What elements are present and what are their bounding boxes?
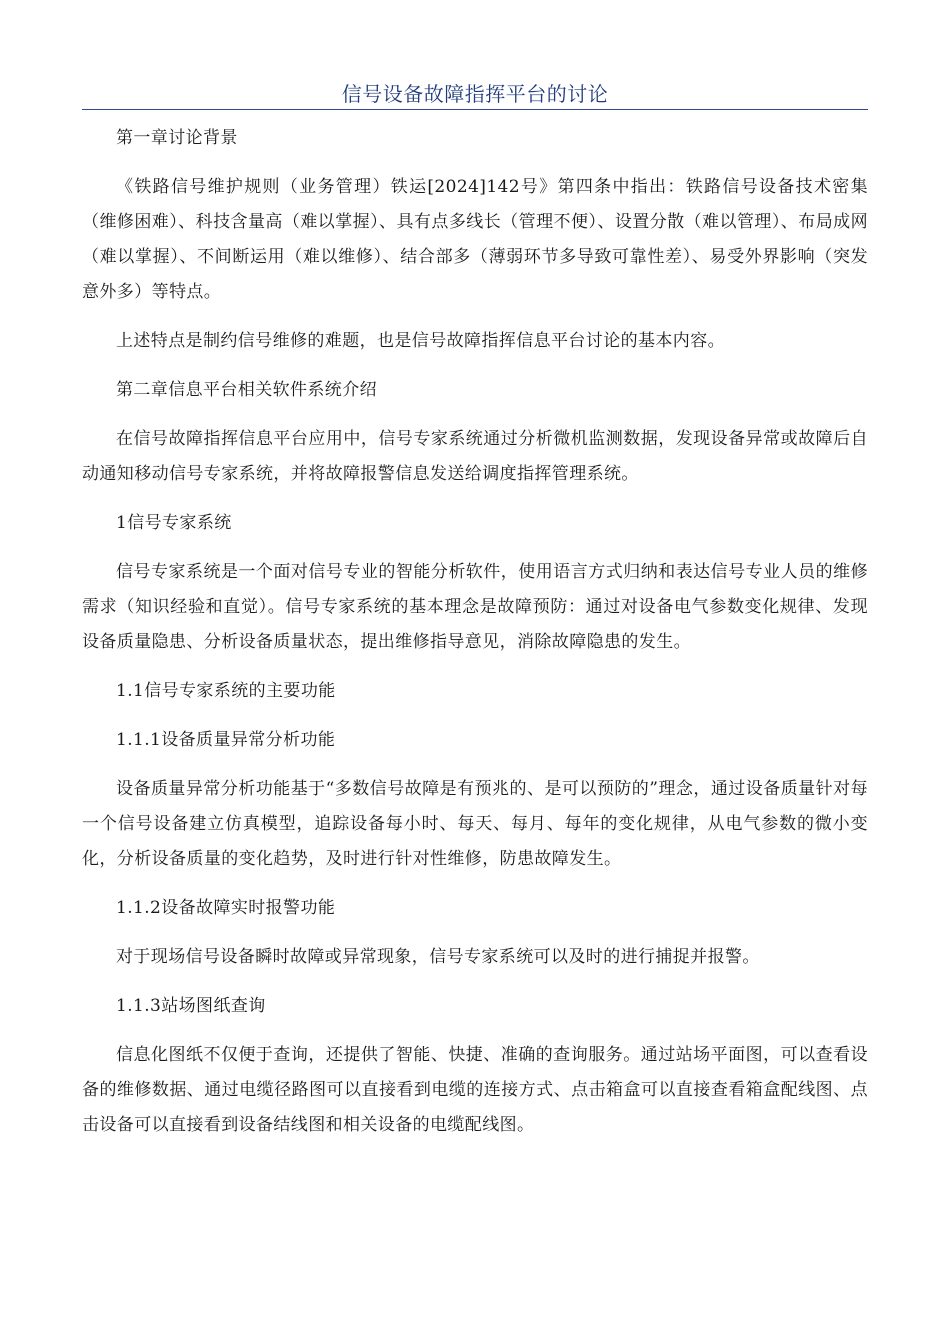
subsection-heading-quality-analysis: 1.1.1设备质量异常分析功能: [116, 730, 336, 750]
document-body: [82, 121, 868, 1157]
section-heading-software-intro: 第二章信息平台相关软件系统介绍: [116, 380, 377, 400]
paragraph-platform-application: 在信号故障指挥信息平台应用中，信号专家系统通过分析微机监测数据，发现设备异常或故障后自动通知移动信号专家系统，并将故障报警信息发送给调度指挥管理系统。: [82, 429, 868, 484]
subsection-heading-realtime-alarm: 1.1.2设备故障实时报警功能: [116, 898, 336, 918]
paragraph-difficulty-summary: 上述特点是制约信号维修的难题，也是信号故障指挥信息平台讨论的基本内容。: [116, 331, 725, 351]
paragraph-maintenance-rules: 《铁路信号维护规则（业务管理）铁运[2024]142号》第四条中指出：铁路信号设备技术密集（维修困难）、科技含量高（难以掌握）、具有点多线长（管理不便）、设置分散（难以管理）、布局成网（难以掌握）、不间断运用（难以维修）、结合部多（薄弱环节多导致可靠性差）、易受外界影响（突发意外多）等特点。: [82, 177, 868, 302]
paragraph-drawing-query: 信息化图纸不仅便于查询，还提供了智能、快捷、准确的查询服务。通过站场平面图，可以查看设备的维修数据、通过电缆径路图可以直接看到电缆的连接方式、点击箱盒可以直接查看箱盒配线图、点击设备可以直接看到设备结线图和相关设备的电缆配线图。: [82, 1045, 868, 1135]
title-underline: [82, 109, 868, 110]
document-title: 信号设备故障指挥平台的讨论: [341, 82, 609, 106]
subsection-heading-main-functions: 1.1信号专家系统的主要功能: [116, 681, 336, 701]
paragraph-expert-system-description: 信号专家系统是一个面对信号专业的智能分析软件，使用语言方式归纳和表达信号专业人员的维修需求（知识经验和直觉）。信号专家系统的基本理念是故障预防：通过对设备电气参数变化规律、发现设备质量隐患、分析设备质量状态，提出维修指导意见，消除故障隐患的发生。: [82, 562, 868, 652]
subsection-heading-expert-system: 1信号专家系统: [116, 513, 232, 533]
section-heading-background: 第一章讨论背景: [116, 128, 238, 148]
subsection-heading-drawing-query: 1.1.3站场图纸查询: [116, 996, 266, 1016]
paragraph-realtime-alarm: 对于现场信号设备瞬时故障或异常现象，信号专家系统可以及时的进行捕捉并报警。: [116, 947, 760, 967]
paragraph-quality-analysis: 设备质量异常分析功能基于“多数信号故障是有预兆的、是可以预防的”理念，通过设备质量针对每一个信号设备建立仿真模型，追踪设备每小时、每天、每月、每年的变化规律，从电气参数的微小变化，分析设备质量的变化趋势，及时进行针对性维修，防患故障发生。: [82, 779, 868, 869]
